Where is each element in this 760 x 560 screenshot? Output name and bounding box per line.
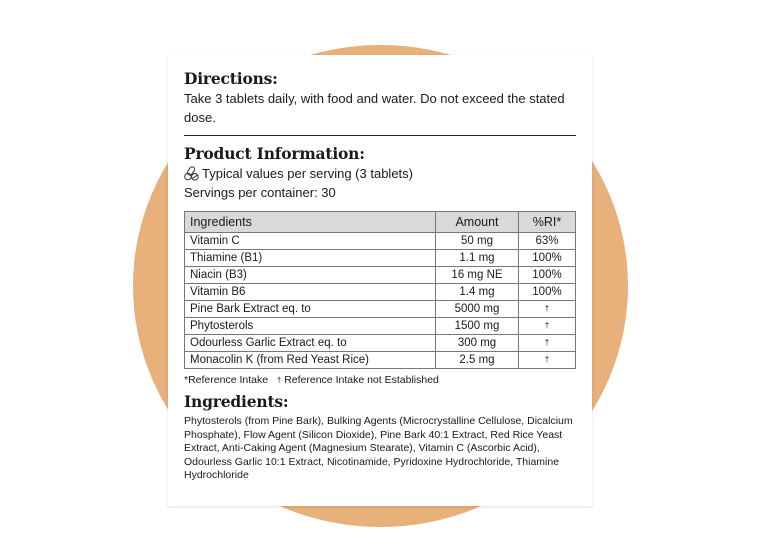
- ingredient-amount: 300 mg: [436, 335, 519, 352]
- table-row: [185, 318, 576, 335]
- table-row: [185, 233, 576, 250]
- ingredient-name: Monacolin K (from Red Yeast Rice): [185, 352, 436, 369]
- ingredient-ri: †: [519, 318, 576, 335]
- table-row: [185, 267, 576, 284]
- ingredient-amount: 2.5 mg: [436, 352, 519, 369]
- directions-text: Take 3 tablets daily, with food and water. Do not exceed the stated dose.: [184, 91, 565, 125]
- ingredient-name: Niacin (B3): [185, 267, 436, 284]
- serving-text: Typical values per serving (3 tablets): [202, 166, 413, 181]
- ingredient-ri: †: [519, 335, 576, 352]
- header-ingredients: Ingredients: [185, 212, 436, 233]
- ingredient-name: Vitamin C: [185, 233, 436, 250]
- ingredient-name: Odourless Garlic Extract eq. to: [185, 335, 436, 352]
- serving-line: [184, 164, 576, 183]
- footnote: [184, 374, 576, 386]
- servings-per-container: Servings per container: 30: [184, 185, 336, 200]
- ingredient-amount: 50 mg: [436, 233, 519, 250]
- ingredient-name: Thiamine (B1): [185, 250, 436, 267]
- pills-icon: [184, 166, 199, 181]
- nutrition-table: [184, 211, 576, 369]
- table-row: [185, 352, 576, 369]
- table-row: [185, 335, 576, 352]
- ingredient-name: Phytosterols: [185, 318, 436, 335]
- ingredient-ri: †: [519, 352, 576, 369]
- header-ri: %RI*: [519, 212, 576, 233]
- table-row: [185, 301, 576, 318]
- ingredients-text: Phytosterols (from Pine Bark), Bulking Agents (Microcrystalline Cellulose, Dicalcium Phosphate), Flow Agent (Silicon Dioxide), Pine Bark 40:1 Extract, Red Rice Yeast Extract, Anti-Caking Agent (Magnesium Stearate), Vitamin C (Ascorbic Acid), Odourless Garlic 10:1 Extract, Nicotinamide, Pyridoxine Hydrochloride, Thiamine Hydrochloride: [184, 415, 573, 481]
- ingredient-ri: 100%: [519, 284, 576, 301]
- ingredients-heading: Ingredients:: [184, 392, 289, 411]
- ingredient-amount: 1.1 mg: [436, 250, 519, 267]
- footnote-dagger: †: [276, 375, 282, 385]
- ingredient-ri: 100%: [519, 250, 576, 267]
- ingredient-ri: 100%: [519, 267, 576, 284]
- label-card: [168, 55, 592, 506]
- divider: [184, 135, 576, 136]
- table-header-row: [185, 212, 576, 233]
- table-row: [185, 250, 576, 267]
- ingredient-ri: †: [519, 301, 576, 318]
- ingredient-amount: 16 mg NE: [436, 267, 519, 284]
- footnote-not-established: Reference Intake not Established: [284, 374, 439, 386]
- directions-heading: Directions:: [184, 69, 278, 88]
- table-row: [185, 284, 576, 301]
- ingredient-name: Vitamin B6: [185, 284, 436, 301]
- footnote-ri: *Reference Intake: [184, 374, 269, 386]
- ingredient-name: Pine Bark Extract eq. to: [185, 301, 436, 318]
- ingredient-ri: 63%: [519, 233, 576, 250]
- product-info-heading: Product Information:: [184, 144, 365, 163]
- header-amount: Amount: [436, 212, 519, 233]
- ingredient-amount: 1.4 mg: [436, 284, 519, 301]
- ingredient-amount: 5000 mg: [436, 301, 519, 318]
- ingredient-amount: 1500 mg: [436, 318, 519, 335]
